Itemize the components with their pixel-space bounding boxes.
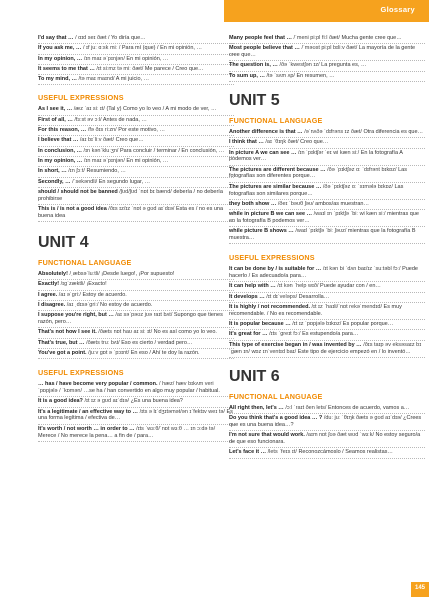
entry-headword: should / should not be banned	[38, 188, 118, 195]
entry-headword: Most people believe that …	[229, 45, 300, 52]
entry-translation: Es estupendo/a para…	[302, 331, 359, 338]
left-functional	[38, 270, 234, 359]
section-title: FUNCTIONAL LANGUAGE	[229, 115, 323, 125]
entry-headword: while in picture B we can see …	[229, 211, 313, 218]
entry-headword: It's a legitimate / an effective way to …	[38, 408, 139, 415]
entry-headword: As I see it, …	[38, 106, 73, 113]
glossary-entry	[229, 61, 425, 71]
glossary-entry	[38, 349, 234, 359]
entry-headword: Do you think that's a good idea … ?	[229, 415, 323, 422]
glossary-entry	[38, 126, 234, 136]
glossary-entry	[38, 157, 234, 167]
entry-phonetic: /duː juː ˈθɪŋk ðæts ə gʊd aɪˈdɪə/	[323, 415, 402, 422]
entry-headword: For this reason, …	[38, 127, 87, 134]
entry-translation: Es una forma legítima / efectiva de…	[38, 408, 233, 422]
entry-phonetic: /ˈməʊst piːpl bɪliːv ðæt/	[301, 45, 358, 52]
entry-translation: Para concluir / terminar / En conclusión, …	[120, 147, 225, 154]
glossary-entry	[38, 339, 234, 349]
entry-headword: It develops …	[229, 293, 265, 300]
entry-phonetic: /ðɪs ɪz/ɪz ˈnɒt ə gʊd aɪˈdɪə/	[108, 205, 175, 212]
entry-phonetic: /ðə ˈpɪktʃəz ɑː ˈdɪfrənt bɪkɒz/	[327, 166, 397, 173]
entry-phonetic: /əˈnʌðə ˈdɪfrəns ɪz ðæt/	[304, 128, 362, 135]
entry-translation: Por este motivo, …	[118, 127, 165, 134]
entry-phonetic: /ɪt ɪz ˈhaɪli/ˈnɒt rekəˈmendɪd/	[311, 304, 383, 311]
entry-translation: En segundo lugar, …	[98, 178, 151, 185]
entry-translation: Las fotografías son similares porque…	[229, 183, 404, 197]
entry-headword: I'm not sure that would work.	[229, 432, 305, 439]
glossary-entry	[229, 448, 425, 458]
entry-translation: No estoy seguro/a de que eso funcionara.	[229, 432, 421, 445]
entry-headword: I believe that …	[38, 137, 79, 144]
left-column	[38, 34, 234, 442]
entry-headword: The pictures are different because …	[229, 166, 326, 173]
entry-phonetic: /ðə ˈpɪktʃəz ɑː ˈsɪmələ bɪkɒz/	[322, 183, 393, 190]
glossary-entry	[38, 178, 234, 188]
entry-headword: I'd say that …	[38, 35, 74, 41]
entry-translation: Las fotografías son diferentes porque…	[229, 166, 407, 180]
entry-phonetic: / hæz/ hæv bɪkʌm veri ˈpɒpjələ / ˈkɒmən/	[38, 381, 214, 395]
entry-headword: To my mind, …	[38, 76, 78, 83]
entry-translation: mientras que la fotografía B muestra…	[229, 228, 416, 242]
entry-phonetic: /aɪ bɪˈliːv ðæt/	[79, 137, 115, 144]
entry-translation: Puede hacerlo / Es adecuado/a para…	[229, 266, 418, 280]
unit-heading: UNIT 4	[38, 234, 89, 252]
glossary-entry	[38, 328, 234, 338]
glossary-entry	[38, 55, 234, 65]
entry-translation: Mucha gente cree que…	[341, 35, 402, 41]
glossary-entry	[38, 301, 234, 311]
section-title: USEFUL EXPRESSIONS	[38, 368, 124, 378]
entry-phonetic: /ɪn ʃɔːt/	[68, 168, 85, 175]
entry-translation: Me parece / Creo que…	[144, 65, 204, 72]
left-useful-2	[38, 380, 234, 442]
entry-headword: Secondly, …	[38, 178, 71, 185]
entry-headword: If you ask me, …	[38, 45, 82, 52]
entry-translation: ¡Desde luego!, ¡Por supuesto!	[101, 271, 175, 278]
entry-headword: It is popular because …	[229, 321, 291, 328]
entry-headword: This is / is not a good idea	[38, 205, 107, 212]
glossary-entry	[38, 425, 234, 442]
entry-headword: The question is, …	[229, 62, 278, 69]
glossary-entry	[38, 291, 234, 301]
entry-headword: I think that …	[229, 139, 264, 146]
glossary-entry	[229, 320, 425, 330]
glossary-entry	[229, 227, 425, 244]
entry-translation: Es popular porque…	[342, 321, 394, 328]
entry-phonetic: /ɪt siːmz tə miː ðæt/	[96, 65, 144, 72]
glossary-entry	[38, 65, 234, 75]
entry-headword: It's worth / not worth … in order to …	[38, 425, 135, 432]
section-title: USEFUL EXPRESSIONS	[38, 93, 124, 103]
entry-headword: All right then, let's …	[229, 404, 284, 411]
glossary-entry	[229, 210, 425, 227]
header-bar	[224, 0, 429, 22]
entry-translation: Eso es cierto / verdad pero…	[121, 339, 193, 346]
section-title: FUNCTIONAL LANGUAGE	[229, 391, 323, 401]
entry-headword: In short, …	[38, 168, 67, 175]
page-number-badge	[411, 582, 429, 597]
entry-phonetic: /ˈmeni piːpl fiːl ðæt/	[293, 35, 340, 41]
entry-translation: ¿Crees que es una buena idea…?	[229, 415, 422, 428]
entry-headword: In picture A we can see …	[229, 149, 297, 156]
glossary-entry	[229, 341, 425, 358]
glossary-entry	[38, 270, 234, 280]
glossary-entry	[38, 75, 234, 85]
glossary-entry	[38, 188, 234, 205]
entry-translation: Resumiendo, …	[86, 168, 126, 175]
glossary-entry	[229, 330, 425, 340]
entry-phonetic: /ɪgˈzæktli/	[60, 281, 85, 288]
entry-translation: Creo que…	[300, 139, 329, 146]
glossary-entry	[229, 200, 425, 210]
glossary-entry	[38, 280, 234, 290]
entry-translation: Antes de nada, …	[102, 116, 147, 123]
entry-phonetic: /ðɪs taɪp əv eksəsaɪz bɪˈgæn ɪn/ wɒz ɪnˈventɪd baɪ/	[229, 341, 422, 355]
entry-phonetic: /ɪt dɪˈveləps/	[266, 293, 298, 300]
glossary-entry	[38, 380, 234, 397]
left-useful-1	[38, 105, 234, 222]
entry-translation: En eso / Ahí te doy la razón.	[130, 349, 200, 356]
entry-phonetic: /tə ˈsʌm ʌp/	[266, 72, 295, 79]
entry-phonetic: /ɪn maɪ əˈpɪnjən/	[83, 55, 125, 62]
glossary-entry	[38, 167, 234, 177]
entry-phonetic: /juːv gɒt ə ˈpɔɪnt/	[88, 349, 130, 356]
page-header-title: Glossary	[380, 5, 415, 14]
entry-phonetic: /aɪm nɒt ʃʊə ðæt wʊd ˈwɜːk/	[306, 432, 374, 439]
entry-translation: No es así como yo lo veo.	[153, 329, 217, 336]
glossary-entry	[38, 311, 234, 328]
glossary-entry	[38, 136, 234, 146]
entry-translation: Puede ayudar con / en…	[320, 283, 381, 290]
entry-phonetic: /fə ðɪs riːzn/	[87, 127, 117, 134]
entry-phonetic: /ɪts ə lɪˈdʒɪtəmət/ən ɪˈfektɪv weɪ tə/	[139, 408, 225, 415]
entry-phonetic: /ɪn kənˈkluːʒn/	[83, 147, 119, 154]
entry-translation: ambos/as muestran…	[315, 200, 369, 207]
entry-phonetic: /waɪl ˈpɪktʃə ˈbiː ʃəʊz/	[295, 228, 347, 235]
unit-heading: UNIT 6	[229, 367, 280, 385]
entry-phonetic: /ˌæbsəˈluːtli/	[69, 271, 100, 278]
entry-headword: To sum up, …	[229, 72, 265, 79]
entry-translation: Entonces de acuerdo, vamos a…	[327, 404, 410, 411]
entry-headword: I disagree.	[38, 301, 66, 308]
entry-phonetic: /tə maɪ maɪnd/	[78, 76, 115, 83]
entry-translation: Es muy recomendable. / No es recomendable.	[229, 304, 402, 317]
entry-translation: mientras que en la fotografía B podemos ver…	[229, 211, 419, 224]
entry-headword: Absolutely!	[38, 271, 68, 278]
entry-headword: It's great for …	[229, 331, 268, 338]
entry-translation: Para mí (que) / En mi opinión, …	[121, 45, 202, 52]
glossary-entry	[38, 105, 234, 115]
entry-translation: (Tal y) Como yo lo veo / A mi modo de ver, …	[106, 106, 217, 113]
unit-heading: UNIT 5	[229, 91, 280, 109]
entry-phonetic: /æz ˈaɪ siː ɪt/	[73, 106, 105, 113]
glossary-entry	[38, 397, 234, 407]
entry-headword: It can be done by / is suitable for …	[229, 266, 322, 273]
glossary-entry	[229, 431, 425, 448]
entry-translation: …se ha / han convertido en algo muy popular / habitual.	[83, 388, 220, 395]
entry-phonetic: /aɪ əˈgriː/	[58, 291, 81, 298]
entry-translation: Otra diferencia es que…	[363, 128, 424, 135]
entry-phonetic: / ɑɪd seɪ ðæt /	[75, 35, 110, 41]
entry-translation: ¿Es una buena idea?	[130, 398, 183, 405]
entry-translation: A mi juicio, …	[115, 76, 150, 83]
glossary-entry	[229, 303, 425, 320]
entry-phonetic: /ʃʊd/ʃʊd ˈnɒt bɪ bænd/	[119, 188, 172, 195]
entry-phonetic: /ðə ˈkwestʃən ɪz/	[279, 62, 320, 69]
entry-phonetic: /ɪt ɪz ə gʊd aɪˈdɪə/	[84, 398, 130, 405]
glossary-entry	[38, 408, 234, 425]
entry-phonetic: /lets ˈfeɪs ɪt/	[267, 449, 297, 456]
entry-translation: La mayoría de la gente cree que…	[229, 45, 416, 59]
entry-phonetic: / ɪf juː ɑːsk miː /	[82, 45, 121, 52]
glossary-entry	[229, 44, 425, 61]
entry-headword: This type of exercise began in / was invented by …	[229, 341, 362, 348]
glossary-entry	[229, 282, 425, 292]
entry-headword: In my opinion, …	[38, 157, 83, 164]
left-top-entries	[38, 34, 234, 85]
entry-headword: they both show …	[229, 200, 277, 207]
entry-headword: In my opinion, …	[38, 55, 83, 62]
right-column	[229, 34, 425, 459]
entry-phonetic: /ˈsekəndli/	[72, 178, 98, 185]
entry-headword: It can help with …	[229, 283, 276, 290]
entry-headword: Another difference is that …	[229, 128, 303, 135]
entry-headword: The pictures are similar because …	[229, 183, 322, 190]
entry-translation: En la fotografía A podemos ver…	[229, 149, 403, 163]
glossary-entry	[38, 34, 234, 44]
entry-headword: In conclusion, …	[38, 147, 83, 154]
entry-translation: No estoy de acuerdo.	[100, 301, 153, 308]
entry-translation: En mi opinión, …	[126, 157, 169, 164]
entry-phonetic: /ðæts truː bʌt/	[86, 339, 120, 346]
entry-phonetic: /ɪt ɪz ˈpɒpjələ bɪkɒz/	[292, 321, 342, 328]
entry-headword: I agree.	[38, 291, 58, 298]
glossary-entry	[38, 44, 234, 54]
entry-phonetic: /ɔːl ˈraɪt ðen lets/	[285, 404, 327, 411]
entry-phonetic: /ɪts ˈgreɪt fɔː/	[269, 331, 301, 338]
glossary-entry	[229, 166, 425, 183]
entry-headword: while picture B shows …	[229, 228, 294, 235]
entry-headword: Exactly!	[38, 281, 60, 288]
right-functional-2	[229, 404, 425, 459]
entry-translation: Yo diría que…	[111, 35, 146, 41]
section-title: USEFUL EXPRESSIONS	[229, 253, 315, 263]
glossary-entry	[229, 293, 425, 303]
entry-phonetic: /ɪt kən ˈhelp wɪð/	[277, 283, 319, 290]
right-useful	[229, 265, 425, 357]
entry-translation: debería / no debería prohibirse	[38, 188, 223, 202]
entry-translation: ¡Exacto!	[86, 281, 107, 288]
glossary-entry	[38, 205, 234, 222]
entry-phonetic: /ɪts ˈwɜːθ/ˈnɒt wɜːθ … ɪn ɔːdə tə/	[136, 425, 216, 432]
entry-phonetic: /ɪt kən bi ˈdʌn baɪ/ɪz ˈsuːtəbl fɔː/	[322, 266, 401, 273]
entry-phonetic: /aɪ ˈθɪŋk ðæt/	[265, 139, 299, 146]
entry-headword: That's not how I see it.	[38, 329, 97, 336]
entry-phonetic: /aɪ ˌdɪsəˈgriː/	[66, 301, 99, 308]
entry-phonetic: /ðæts nɒt haʊ aɪ siː ɪt/	[98, 329, 153, 336]
glossary-entry	[229, 183, 425, 200]
entry-headword: It is highly / not recommended.	[229, 304, 310, 311]
glossary-entry	[38, 116, 234, 126]
entry-phonetic: /ðeɪ ˈbəʊθ ʃəʊ/	[277, 200, 314, 207]
entry-translation: Desarrolla…	[298, 293, 330, 300]
glossary-entry	[229, 149, 425, 166]
entry-phonetic: /ɪn maɪ əˈpɪnjən/	[83, 157, 125, 164]
glossary-entry	[229, 404, 425, 414]
entry-translation: En resumen, …	[296, 72, 335, 79]
entry-translation: Esta es / no es una buena idea	[38, 205, 224, 219]
right-top-entries	[229, 34, 425, 82]
glossary-entry	[229, 72, 425, 82]
entry-translation: Merece / No merece la pena… a fin de / para…	[38, 432, 154, 439]
glossary-entry	[229, 34, 425, 44]
entry-translation: La pregunta es, …	[321, 62, 367, 69]
glossary-entry	[38, 147, 234, 157]
entry-headword: First of all, …	[38, 116, 73, 123]
section-title: FUNCTIONAL LANGUAGE	[38, 258, 132, 268]
glossary-entry	[229, 138, 425, 148]
entry-phonetic: /fɜːst əv ɔːl/	[74, 116, 102, 123]
entry-translation: Supongo que tienes razón, pero…	[38, 312, 223, 326]
glossary-entry	[229, 128, 425, 138]
glossary-entry	[229, 414, 425, 431]
entry-headword: You've got a point.	[38, 349, 87, 356]
entry-headword: That's true, but …	[38, 339, 85, 346]
entry-phonetic: /waɪl ɪn ˈpɪktʃə ˈbiː wi kæn siː/	[313, 211, 386, 218]
entry-translation: Reconozcámoslo / Seamos realistas…	[298, 449, 393, 456]
entry-headword: Let's face it …	[229, 449, 267, 456]
entry-headword: It is a good idea?	[38, 398, 83, 405]
entry-phonetic: /ɪn ˈpɪktʃər ˈeɪ wi kæn siː/	[297, 149, 360, 156]
entry-translation: Creo que…	[115, 137, 144, 144]
entry-translation: Este tipo de ejercicio empezó en / lo inventó…	[297, 348, 411, 355]
page-number: 145	[414, 585, 425, 591]
entry-headword: I suppose you're right, but …	[38, 312, 114, 319]
entry-translation: Estoy de acuerdo.	[82, 291, 127, 298]
entry-headword: Many people feel that …	[229, 35, 292, 41]
entry-headword: … has / have become very popular / common.	[38, 381, 158, 388]
entry-phonetic: /aɪ səˈpəʊz jʊə raɪt bʌt/	[115, 312, 173, 319]
entry-translation: En mi opinión, …	[126, 55, 169, 62]
entry-headword: It seems to me that …	[38, 65, 95, 72]
right-functional	[229, 128, 425, 244]
glossary-entry	[229, 265, 425, 282]
